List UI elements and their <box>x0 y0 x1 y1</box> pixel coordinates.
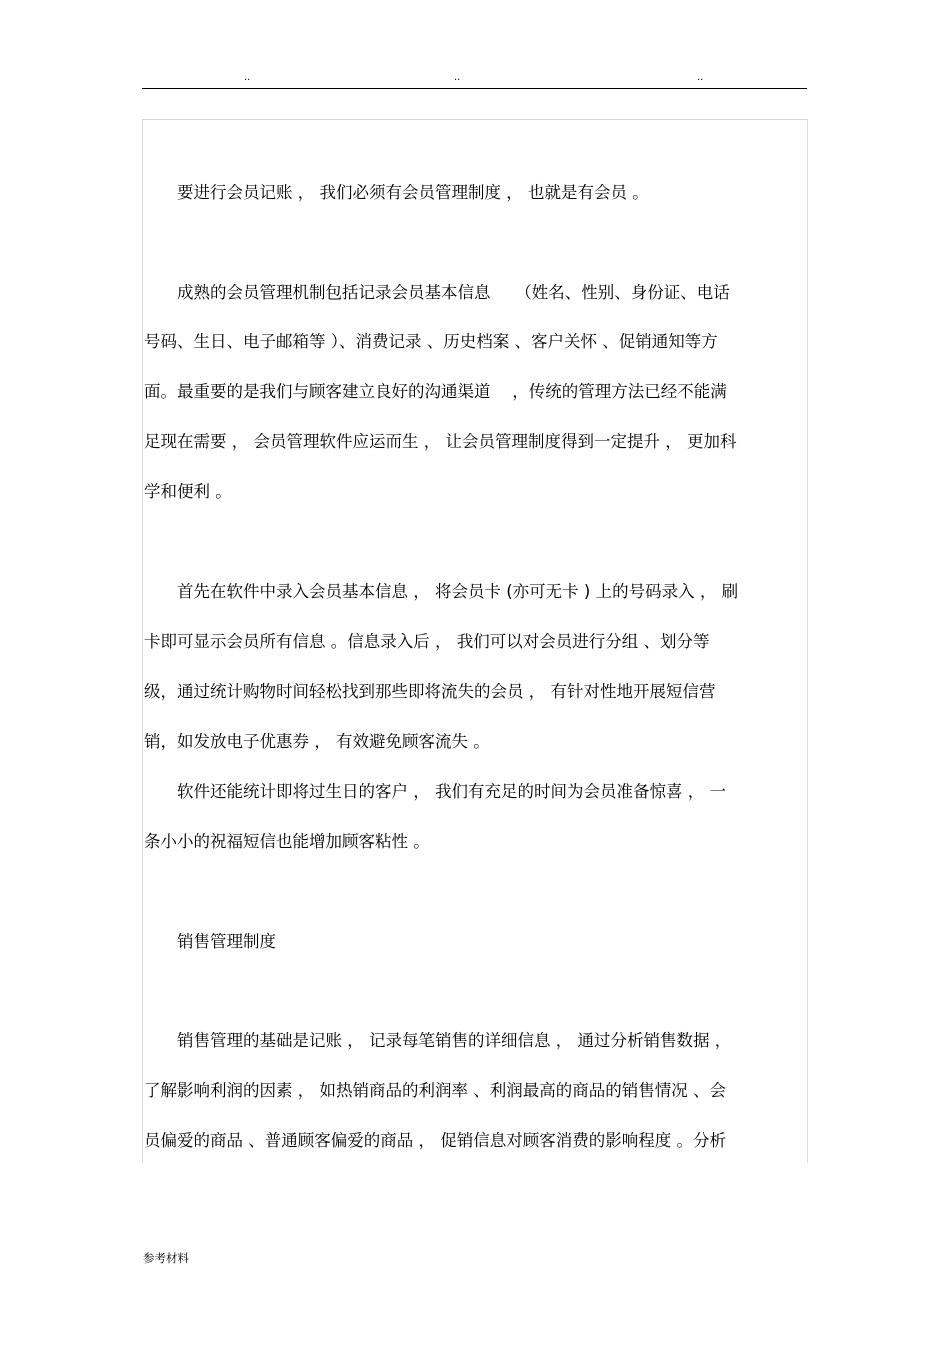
header-mark-left: .. <box>244 72 251 83</box>
text-line: 软件还能统计即将过生日的客户 ， 我们有充足的时间为会员准备惊喜 ， 一 <box>144 782 726 801</box>
footer-label: 参考材料 <box>143 1251 189 1265</box>
section-heading-sales: 销售管理制度 <box>144 932 276 951</box>
text-line: 级，通过统计购物时间轻松找到那些即将流失的会员 ， 有针对性地开展短信营 <box>144 682 716 701</box>
text-line: 学和便利 。 <box>144 482 232 501</box>
text-line: 面。最重要的是我们与顾客建立良好的沟通渠道 ，传统的管理方法已经不能满 <box>144 382 727 401</box>
header-mark-center: .. <box>454 72 461 83</box>
text-line: 卡即可显示会员所有信息 。信息录入后 ， 我们可以对会员进行分组 、划分等 <box>144 632 710 651</box>
text-line: 成熟的会员管理机制包括记录会员基本信息 （姓名、性别、身份证、电话 <box>144 283 730 302</box>
text-line: 员偏爱的商品 、普通顾客偏爱的商品 ， 促销信息对顾客消费的影响程度 。分析 <box>144 1131 726 1150</box>
header-mark-right: .. <box>697 72 704 83</box>
text-line: 了解影响利润的因素 ， 如热销商品的利润率 、利润最高的商品的销售情况 、会 <box>144 1081 726 1100</box>
text-line: 销售管理的基础是记账 ， 记录每笔销售的详细信息 ， 通过分析销售数据 ， <box>144 1031 732 1050</box>
text-line: 条小小的祝福短信也能增加顾客粘性 。 <box>144 832 430 851</box>
text-line: 销，如发放电子优惠券 ， 有效避免顾客流失 。 <box>144 732 490 751</box>
header-rule <box>142 88 807 89</box>
text-line: 号码、生日、电子邮箱等 ）、消费记录 、历史档案 、客户关怀 、促销通知等方 <box>144 332 718 351</box>
text-line: 要进行会员记账 ， 我们必须有会员管理制度 ， 也就是有会员 。 <box>144 183 649 202</box>
text-line: 足现在需要 ， 会员管理软件应运而生 ， 让会员管理制度得到一定提升 ， 更加科 <box>144 432 737 451</box>
text-line: 首先在软件中录入会员基本信息 ， 将会员卡 (亦可无卡 ) 上的号码录入 ， 刷 <box>144 582 739 601</box>
